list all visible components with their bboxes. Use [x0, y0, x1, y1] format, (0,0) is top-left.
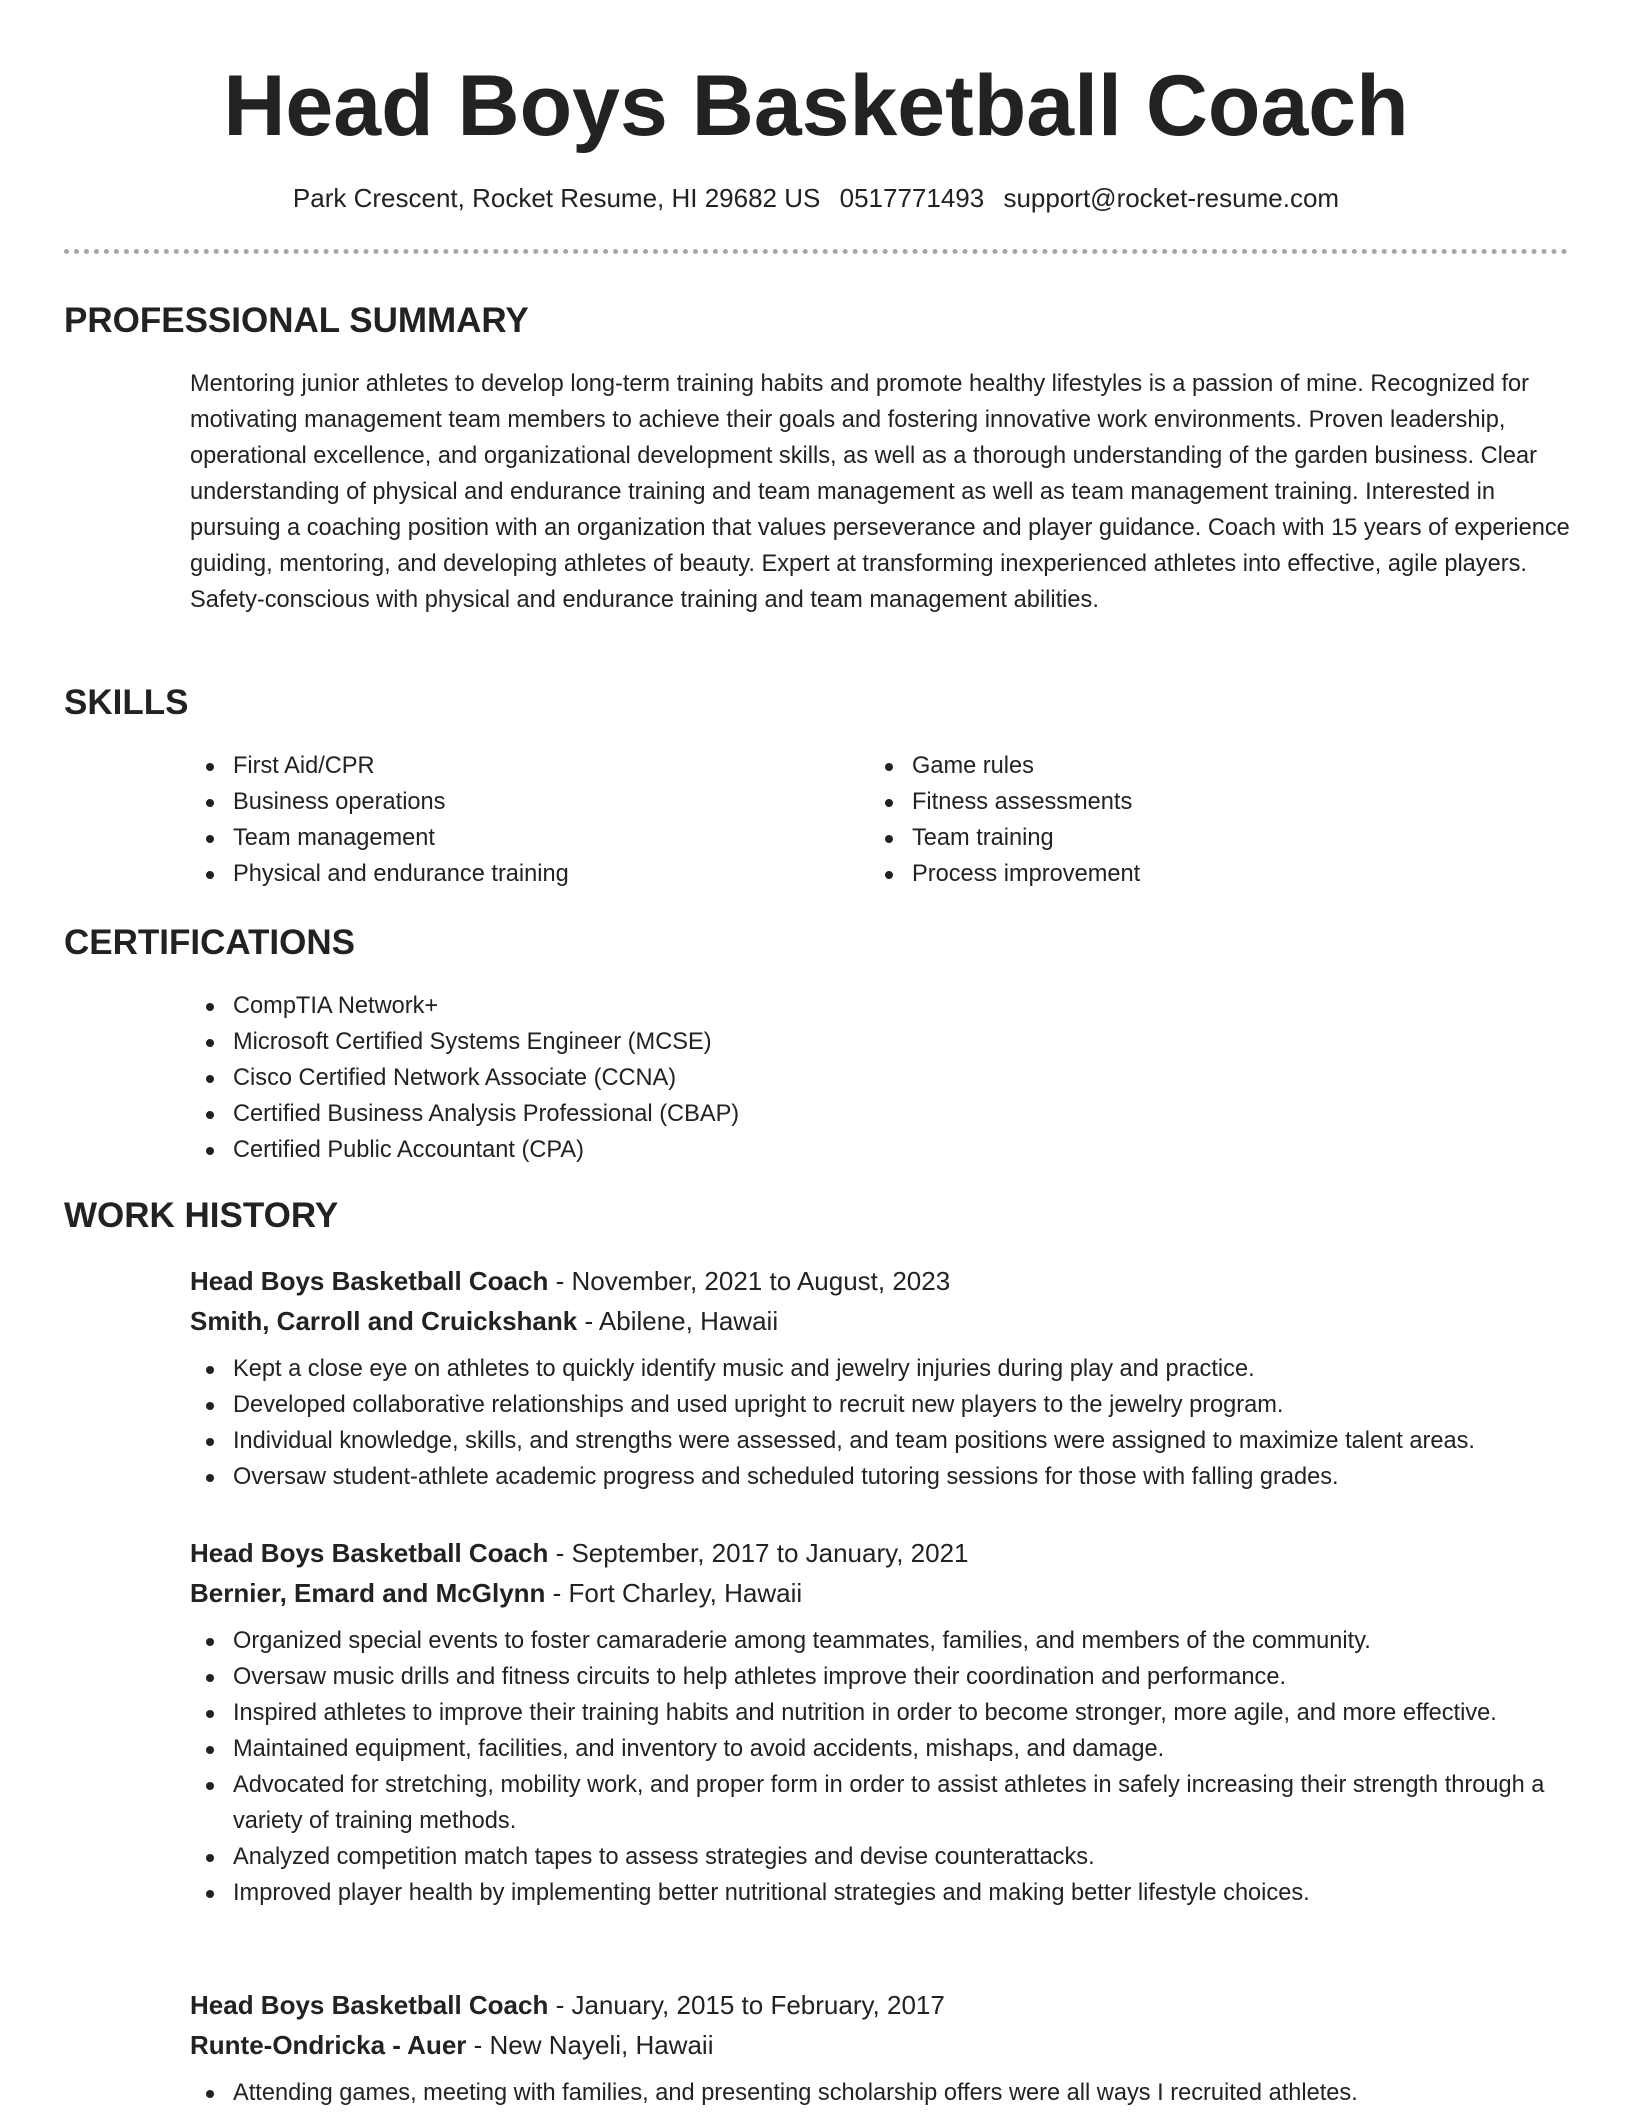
job-bullet: Oversaw music drills and fitness circuits to help athletes improve their coordination and performance. [190, 1659, 1583, 1695]
job-bullets [190, 1623, 1570, 1911]
skill-item: Game rules [869, 748, 1140, 784]
job-bullet: Maintained equipment, facilities, and inventory to avoid accidents, mishaps, and damage. [190, 1731, 1583, 1767]
job-dates: - January, 2015 to February, 2017 [548, 1990, 945, 2020]
skill-item: Process improvement [869, 856, 1140, 892]
section-title-summary: PROFESSIONAL SUMMARY [64, 301, 529, 340]
summary-text: Mentoring junior athletes to develop long-term training habits and promote healthy lifestyles is a passion of mine. Recognized for motivating management team members to achieve their goals and fostering innovative work environments. Proven leadership, operational excellence, and organizational development skills, as well as a thorough understanding of the garden business. Clear understanding of physical and endurance training and team management as well as team management training. Interested in pursuing a coaching position with an organization that values perseverance and player guidance. Coach with 15 years of experience guiding, mentoring, and developing athletes of beauty. Expert at transforming inexperienced athletes into effective, agile players. Safety-conscious with physical and endurance training and team management abilities. [190, 371, 1570, 613]
job-bullet: Kept a close eye on athletes to quickly identify music and jewelry injuries during play and practice. [190, 1351, 1583, 1387]
job-company: Bernier, Emard and McGlynn [190, 1578, 546, 1608]
job-company-line [190, 2025, 1570, 2065]
job-entry [190, 1261, 1570, 1495]
job-title-line [190, 1533, 1570, 1573]
job-bullet: Advocated for stretching, mobility work, and proper form in order to assist athletes in safely increasing their strength through a variety of training methods. [190, 1767, 1583, 1839]
job-company-line [190, 1301, 1570, 1341]
certification-item: Microsoft Certified Systems Engineer (MCSE) [190, 1024, 739, 1060]
section-title-work-history: WORK HISTORY [64, 1196, 339, 1235]
job-dates: - September, 2017 to January, 2021 [548, 1538, 969, 1568]
certifications-list [190, 988, 739, 1168]
job-bullet: Organized special events to foster camaraderie among teammates, families, and members of the community. [190, 1623, 1583, 1659]
job-location: - Abilene, Hawaii [577, 1306, 779, 1336]
job-bullet: Inspired athletes to improve their training habits and nutrition in order to become stronger, more agile, and more effective. [190, 1695, 1583, 1731]
job-role: Head Boys Basketball Coach [190, 1266, 549, 1296]
job-bullet: Oversaw student-athlete academic progress and scheduled tutoring sessions for those with falling grades. [190, 1459, 1583, 1495]
section-title-skills: SKILLS [64, 683, 189, 722]
job-location: - New Nayeli, Hawaii [466, 2030, 714, 2060]
job-bullets [190, 2075, 1570, 2111]
job-role: Head Boys Basketball Coach [190, 1538, 549, 1568]
job-bullet: Developed collaborative relationships and used upright to recruit new players to the jewelry program. [190, 1387, 1583, 1423]
skill-item: Team training [869, 820, 1140, 856]
skill-item: First Aid/CPR [190, 748, 569, 784]
contact-email: support@rocket-resume.com [1003, 183, 1340, 213]
skill-item: Business operations [190, 784, 569, 820]
certification-item: Certified Public Accountant (CPA) [190, 1132, 739, 1168]
job-location: - Fort Charley, Hawaii [545, 1578, 803, 1608]
job-bullet: Individual knowledge, skills, and strengths were assessed, and team positions were assigned to maximize talent areas. [190, 1423, 1583, 1459]
contact-line [0, 181, 1632, 215]
job-bullet: Analyzed competition match tapes to assess strategies and devise counterattacks. [190, 1839, 1583, 1875]
resume-name: Head Boys Basketball Coach [223, 58, 1409, 154]
contact-phone: 0517771493 [839, 183, 985, 213]
job-company: Runte-Ondricka - Auer [190, 2030, 467, 2060]
skills-list-left [190, 748, 569, 892]
job-bullet: Attending games, meeting with families, and presenting scholarship offers were all ways I recruited athletes. [190, 2075, 1583, 2111]
certification-item: Certified Business Analysis Professional (CBAP) [190, 1096, 739, 1132]
job-bullets [190, 1351, 1570, 1495]
certification-item: CompTIA Network+ [190, 988, 739, 1024]
job-dates: - November, 2021 to August, 2023 [548, 1266, 951, 1296]
job-role: Head Boys Basketball Coach [190, 1990, 549, 2020]
header-divider [64, 249, 1568, 254]
job-title-line [190, 1985, 1570, 2025]
skills-list-right [869, 748, 1140, 892]
job-company: Smith, Carroll and Cruickshank [190, 1306, 578, 1336]
section-title-certifications: CERTIFICATIONS [64, 923, 356, 962]
job-entry [190, 1985, 1570, 2111]
skill-item: Physical and endurance training [190, 856, 569, 892]
certification-item: Cisco Certified Network Associate (CCNA) [190, 1060, 739, 1096]
contact-address: Park Crescent, Rocket Resume, HI 29682 US [292, 183, 821, 213]
skill-item: Fitness assessments [869, 784, 1140, 820]
job-company-line [190, 1573, 1570, 1613]
skill-item: Team management [190, 820, 569, 856]
job-bullet: Improved player health by implementing better nutritional strategies and making better lifestyle choices. [190, 1875, 1583, 1911]
job-title-line [190, 1261, 1570, 1301]
job-entry [190, 1533, 1570, 1911]
